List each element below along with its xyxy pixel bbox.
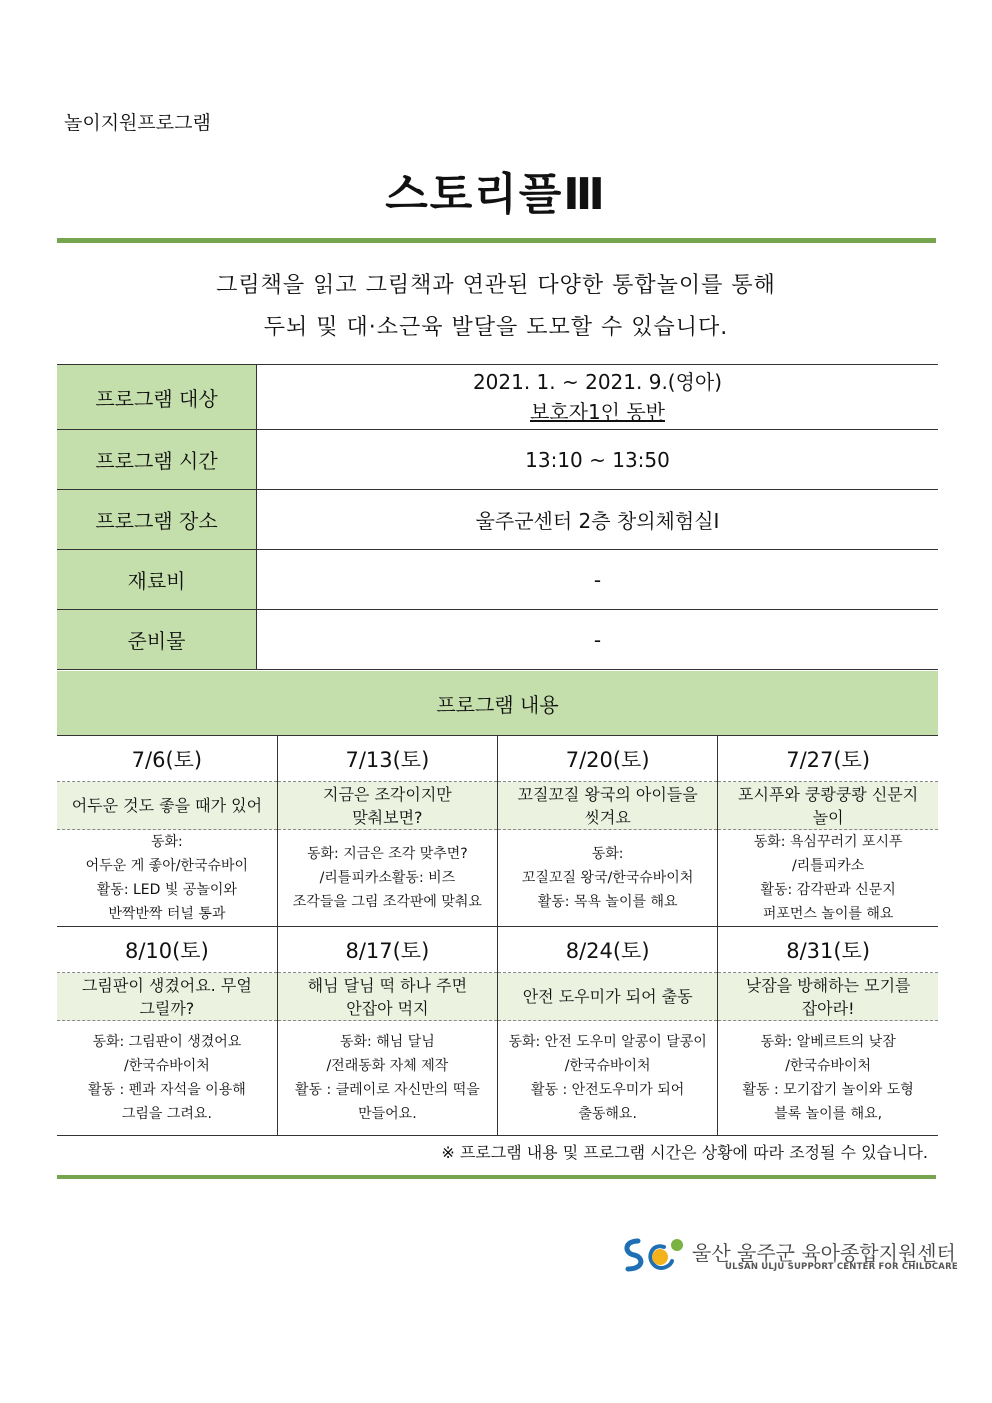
session-topic: 낮잠을 방해하는 모기를 잡아라! [718,973,938,1021]
session-topic: 그림판이 생겼어요. 무얼 그릴까? [57,973,277,1021]
session-date: 8/24(토) [498,927,718,973]
time-label: 프로그램 시간 [57,430,257,490]
schedule-table [57,671,938,1136]
target-guardian: 보호자1인 동반 [529,400,665,424]
supplies-label: 준비물 [57,610,257,670]
session-detail: 동화: 꼬질꼬질 왕국/한국슈바이처 활동: 목욕 놀이를 해요 [498,830,718,927]
session-date: 8/10(토) [57,927,277,973]
session-date: 8/17(토) [277,927,497,973]
session-date: 7/27(토) [718,736,938,782]
target-value [257,365,939,430]
info-row-time [57,430,938,490]
detail-row-1 [57,830,938,927]
place-value: 울주군센터 2층 창의체험실Ⅰ [257,490,939,550]
session-detail: 동화: 욕심꾸러기 포시푸 /리틀피카소 활동: 감각판과 신문지 퍼포먼스 놀이를 해요 [718,830,938,927]
place-label: 프로그램 장소 [57,490,257,550]
info-row-target [57,365,938,430]
session-date: 8/31(토) [718,927,938,973]
program-info-table [57,364,938,670]
session-topic: 포시푸와 쿵쾅쿵쾅 신문지 놀이 [718,782,938,830]
schedule-notice: ※ 프로그램 내용 및 프로그램 시간은 상황에 따라 조정될 수 있습니다. [441,1143,928,1162]
title-divider [57,238,936,243]
page-title: 스토리플Ⅲ [385,169,607,220]
session-topic: 해님 달님 떡 하나 주면 안잡아 먹지 [277,973,497,1021]
supplies-value: - [257,610,939,670]
center-name: 울산 울주군 육아종합지원센터 [692,1241,956,1265]
session-detail: 동화: 안전 도우미 알콩이 달콩이 /한국슈바이처 활동 : 안전도우미가 되어 출동해요. [498,1021,718,1136]
footer-divider [57,1175,936,1179]
schedule-heading-row [57,671,938,736]
session-date: 7/6(토) [57,736,277,782]
topic-row-1 [57,782,938,830]
intro-line-2: 두뇌 및 대·소근육 발달을 도모할 수 있습니다. [263,315,729,340]
fee-value: - [257,550,939,610]
session-date: 7/13(토) [277,736,497,782]
center-name-english: ULSAN ULJU SUPPORT CENTER FOR CHILDCARE [725,1262,958,1272]
session-topic: 꼬질꼬질 왕국의 아이들을 씻겨요 [498,782,718,830]
date-row-1 [57,736,938,782]
info-row-fee [57,550,938,610]
session-detail: 동화: 지금은 조각 맞추면? /리틀피카소활동: 비즈 조각들을 그림 조각판에 맞춰요 [277,830,497,927]
session-detail: 동화: 알베르트의 낮잠 /한국슈바이처 활동 : 모기잡기 놀이와 도형 블록 놀이를 해요, [718,1021,938,1136]
schedule-heading: 프로그램 내용 [57,671,938,736]
time-value: 13:10 ~ 13:50 [257,430,939,490]
target-age: 2021. 1. ~ 2021. 9.(영아) [472,370,723,394]
info-row-place [57,490,938,550]
session-topic: 안전 도우미가 되어 출동 [498,973,718,1021]
center-logo [620,1233,958,1281]
session-topic: 어두운 것도 좋을 때가 있어 [57,782,277,830]
session-detail: 동화: 그림판이 생겼어요 /한국슈바이처 활동 : 펜과 자석을 이용해 그림을 그려요. [57,1021,277,1136]
session-date: 7/20(토) [498,736,718,782]
session-detail: 동화: 어두운 게 좋아/한국슈바이 활동: LED 빛 공놀이와 반짝반짝 터널 통과 [57,830,277,927]
program-category: 놀이지원프로그램 [64,112,211,134]
detail-row-2 [57,1021,938,1136]
target-label: 프로그램 대상 [57,365,257,430]
date-row-2 [57,927,938,973]
center-logo-icon [620,1233,688,1277]
topic-row-2 [57,973,938,1021]
fee-label: 재료비 [57,550,257,610]
session-topic: 지금은 조각이지만 맞춰보면? [277,782,497,830]
intro-line-1: 그림책을 읽고 그림책과 연관된 다양한 통합놀이를 통해 [216,273,776,298]
session-detail: 동화: 해님 달님 /전래동화 자체 제작 활동 : 클레이로 자신만의 떡을 만들어요. [277,1021,497,1136]
info-row-supplies [57,610,938,670]
